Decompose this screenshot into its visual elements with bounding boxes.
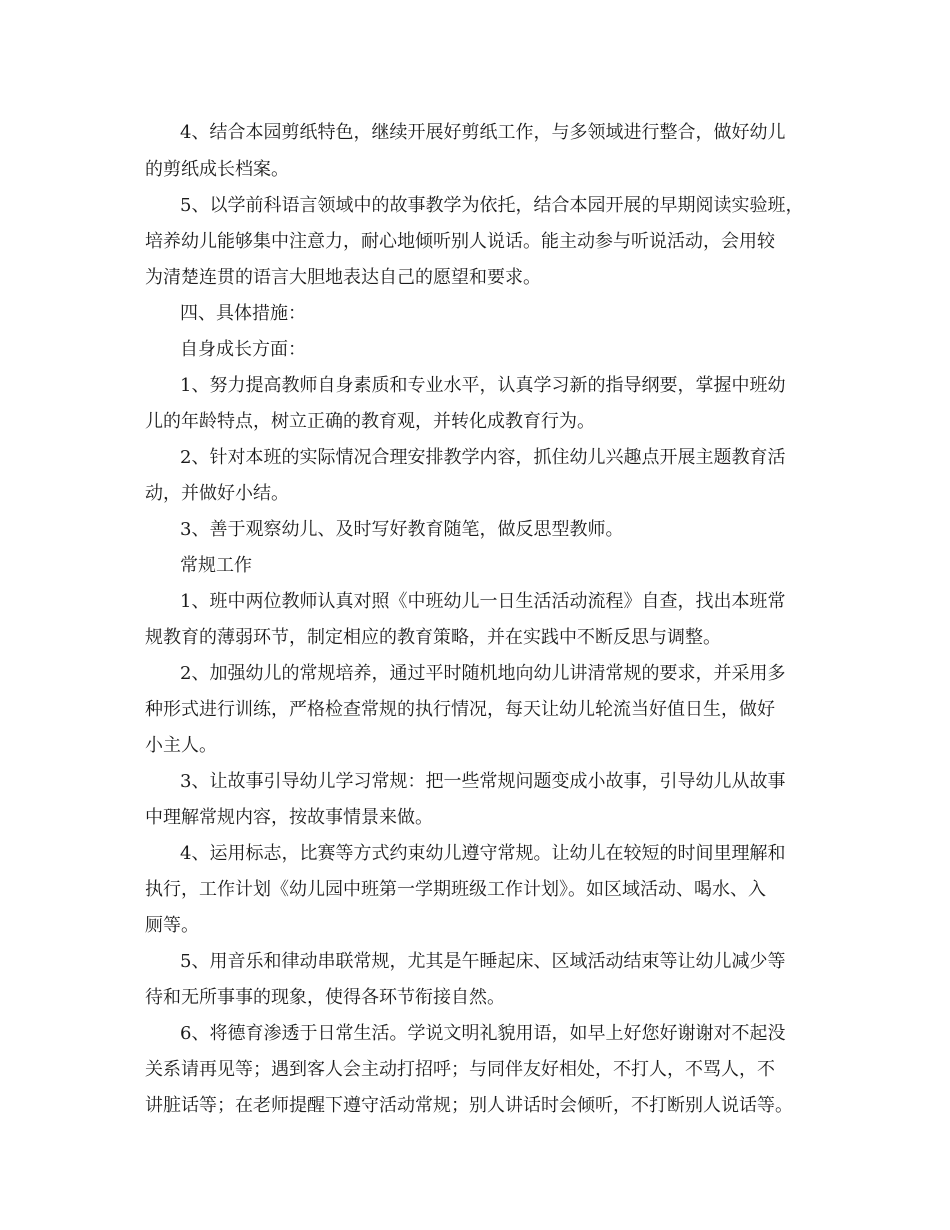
text-line: 4、运用标志，比赛等方式约束幼儿遵守常规。让幼儿在较短的时间里理解和 <box>180 843 786 864</box>
text-line: 培养幼儿能够集中注意力，耐心地倾听别人说话。能主动参与听说活动，会用较 <box>145 231 775 252</box>
text-line: 儿的年龄特点，树立正确的教育观，并转化成教育行为。 <box>145 411 595 432</box>
text-line: 2、针对本班的实际情况合理安排教学内容，抓住幼儿兴趣点开展主题教育活 <box>180 447 786 468</box>
text-line: 6、将德育渗透于日常生活。学说文明礼貌用语，如早上好您好谢谢对不起没 <box>180 1023 786 1044</box>
text-line: 3、善于观察幼儿、及时写好教育随笔，做反思型教师。 <box>180 519 624 540</box>
text-line: 的剪纸成长档案。 <box>145 159 289 180</box>
text-line: 中理解常规内容，按故事情景来做。 <box>145 807 433 828</box>
text-line: 5、以学前科语言领域中的故事教学为依托，结合本园开展的早期阅读实验班， <box>180 195 804 216</box>
text-line: 4、结合本园剪纸特色，继续开展好剪纸工作，与多领域进行整合，做好幼儿 <box>180 122 786 143</box>
subsection-heading: 自身成长方面： <box>180 339 306 360</box>
text-line: 2、加强幼儿的常规培养，通过平时随机地向幼儿讲清常规的要求，并采用多 <box>180 663 786 684</box>
text-line: 为清楚连贯的语言大胆地表达自己的愿望和要求。 <box>145 267 541 288</box>
text-line: 执行，工作计划《幼儿园中班第一学期班级工作计划》。如区域活动、喝水、入 <box>145 879 766 900</box>
text-line: 小主人。 <box>145 735 217 756</box>
text-line: 1、努力提高教师自身素质和专业水平，认真学习新的指导纲要，掌握中班幼 <box>180 375 786 396</box>
text-line: 动，并做好小结。 <box>145 483 289 504</box>
text-line: 3、让故事引导幼儿学习常规：把一些常规问题变成小故事，引导幼儿从故事 <box>180 771 786 792</box>
text-line: 5、用音乐和律动串联常规，尤其是午睡起床、区域活动结束等让幼儿减少等 <box>180 951 786 972</box>
text-line: 关系请再见等；遇到客人会主动打招呼；与同伴友好相处，不打人，不骂人，不 <box>145 1059 775 1080</box>
text-line: 厕等。 <box>145 915 199 936</box>
text-line: 待和无所事事的现象，使得各环节衔接自然。 <box>145 987 505 1008</box>
text-line: 规教育的薄弱环节，制定相应的教育策略，并在实践中不断反思与调整。 <box>145 627 721 648</box>
section-heading: 四、具体措施： <box>180 303 306 324</box>
text-line: 1、班中两位教师认真对照《中班幼儿一日生活活动流程》自查，找出本班常 <box>180 591 786 612</box>
subsection-heading: 常规工作 <box>180 555 252 576</box>
text-line: 种形式进行训练，严格检查常规的执行情况，每天让幼儿轮流当好值日生，做好 <box>145 699 775 720</box>
text-line: 讲脏话等；在老师提醒下遵守活动常规；别人讲话时会倾听，不打断别人说话等。 <box>145 1095 793 1116</box>
